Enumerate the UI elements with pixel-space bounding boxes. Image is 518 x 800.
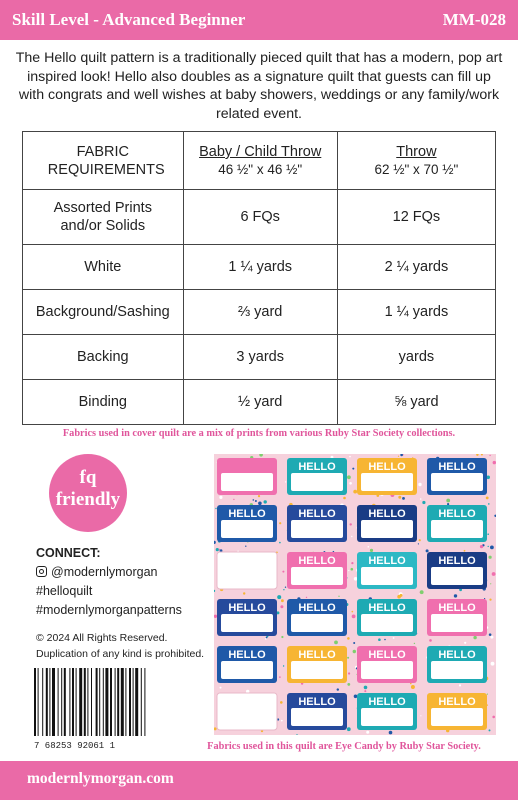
quilt-block — [217, 599, 277, 636]
duplication-notice: Duplication of any kind is prohibited. — [36, 648, 205, 660]
quilt-block — [217, 505, 277, 542]
quilt-block — [287, 458, 347, 495]
quilt-block-label: HELLO — [368, 649, 406, 661]
badge-line1: fq — [79, 467, 97, 488]
quilt-block — [427, 552, 487, 589]
row-value-baby: 6 FQs — [183, 190, 337, 245]
row-value-baby: 1 ¼ yards — [183, 245, 337, 290]
quilt-block-label: HELLO — [368, 461, 406, 473]
col-baby-throw-heading: Baby / Child Throw — [199, 144, 322, 160]
row-label: White — [23, 245, 184, 290]
quilt-block — [427, 505, 487, 542]
row-label: Assorted Prints and/or Solids — [53, 200, 152, 234]
quilt-block-label: HELLO — [298, 555, 336, 567]
col-baby-throw-size: 46 ½" x 46 ½" — [218, 162, 303, 177]
fabric-requirements-table — [22, 131, 496, 425]
quilt-block — [287, 505, 347, 542]
quilt-block-label: HELLO — [368, 555, 406, 567]
row-value-baby: ⅔ yard — [183, 290, 337, 335]
quilt-block — [217, 693, 277, 730]
col-throw-heading: Throw — [396, 144, 437, 160]
quilt-block-label: HELLO — [438, 602, 476, 614]
barcode-image — [32, 668, 200, 738]
row-label: Background/Sashing — [23, 290, 184, 335]
quilt-block — [357, 646, 417, 683]
table-row — [23, 290, 496, 335]
quilt-block-label: HELLO — [298, 649, 336, 661]
quilt-block — [427, 599, 487, 636]
quilt-block — [217, 646, 277, 683]
cover-quilt-note: Fabrics used in cover quilt are a mix of prints from various Ruby Star Society collections. — [62, 428, 456, 439]
row-value-throw: 1 ¼ yards — [337, 290, 495, 335]
row-value-baby: 3 yards — [183, 335, 337, 380]
col-throw-size: 62 ½" x 70 ½" — [374, 162, 459, 177]
connect-section — [36, 544, 182, 620]
quilt-block — [357, 693, 417, 730]
hashtag-hello[interactable]: #helloquilt — [36, 584, 93, 598]
row-value-throw: 2 ¼ yards — [337, 245, 495, 290]
quilt-block — [287, 599, 347, 636]
quilt-block — [357, 458, 417, 495]
row-value-throw: yards — [337, 335, 495, 380]
quilt-fabric-note: Fabrics used in this quilt are Eye Candy by Ruby Star Society. — [207, 741, 481, 752]
quilt-block-label: HELLO — [228, 649, 266, 661]
barcode-number: 7 68253 92061 1 — [34, 741, 116, 751]
header-bar — [0, 0, 518, 40]
quilt-image — [214, 454, 496, 735]
quilt-block-label: HELLO — [298, 696, 336, 708]
footer-bar — [0, 761, 518, 800]
quilt-block — [217, 458, 277, 495]
quilt-block-label: HELLO — [438, 508, 476, 520]
connect-heading: CONNECT: — [36, 546, 101, 560]
quilt-block-label: HELLO — [228, 508, 266, 520]
table-row — [23, 245, 496, 290]
instagram-icon — [36, 566, 47, 577]
pattern-code: MM-028 — [442, 10, 506, 29]
website-link[interactable]: modernlymorgan.com — [27, 770, 174, 787]
quilt-block — [357, 505, 417, 542]
intro-paragraph: The Hello quilt pattern is a traditionally pieced quilt that has a modern, pop art inspired look! Hello also doubles as a signature quilt that guests can fill up with congrats and well wishes at baby showers, weddings or any family/work related event. — [15, 50, 503, 122]
skill-level-label: Skill Level - Advanced Beginner — [12, 10, 246, 29]
badge-line2: friendly — [55, 489, 121, 510]
row-value-throw: ⅝ yard — [337, 380, 495, 425]
row-value-throw: 12 FQs — [337, 190, 495, 245]
fabric-requirements-heading: FABRIC REQUIREMENTS — [47, 143, 165, 178]
quilt-block-label: HELLO — [438, 696, 476, 708]
table-row — [23, 190, 496, 245]
quilt-block — [357, 552, 417, 589]
row-label: Binding — [23, 380, 184, 425]
quilt-block — [217, 552, 277, 589]
quilt-block — [287, 646, 347, 683]
table-row — [23, 335, 496, 380]
quilt-block-label: HELLO — [228, 602, 266, 614]
quilt-block-label: HELLO — [368, 602, 406, 614]
instagram-handle[interactable]: @modernlymorgan — [51, 565, 158, 579]
fq-friendly-badge — [49, 454, 127, 532]
table-header-row — [23, 132, 496, 190]
quilt-block-label: HELLO — [438, 649, 476, 661]
copyright-line: © 2024 All Rights Reserved. — [36, 632, 168, 644]
quilt-block-label: HELLO — [298, 461, 336, 473]
quilt-block — [427, 693, 487, 730]
quilt-block-label: HELLO — [438, 461, 476, 473]
quilt-block — [427, 646, 487, 683]
quilt-block-label: HELLO — [368, 696, 406, 708]
hashtag-brand[interactable]: #modernlymorganpatterns — [36, 603, 182, 617]
quilt-block — [357, 599, 417, 636]
copyright-block — [36, 630, 204, 662]
quilt-block — [427, 458, 487, 495]
quilt-block-label: HELLO — [438, 555, 476, 567]
quilt-block-label: HELLO — [298, 602, 336, 614]
table-row — [23, 380, 496, 425]
quilt-block — [287, 693, 347, 730]
row-value-baby: ½ yard — [183, 380, 337, 425]
quilt-block-label: HELLO — [368, 508, 406, 520]
quilt-block-label: HELLO — [298, 508, 336, 520]
row-label: Backing — [23, 335, 184, 380]
quilt-block — [287, 552, 347, 589]
